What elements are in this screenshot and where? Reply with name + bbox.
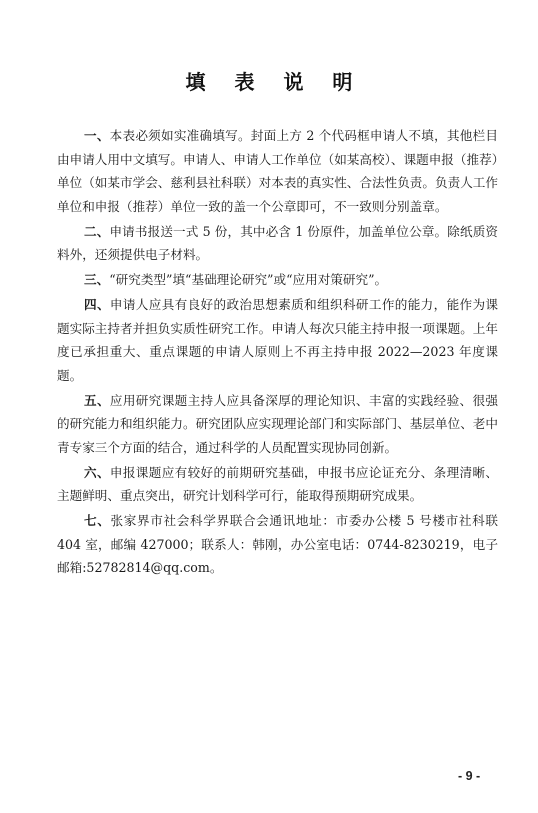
paragraph-text: 应用研究课题主持人应具备深厚的理论知识、丰富的实践经验、很强的研究能力和组织能力。研究团队应实现理论部门和实际部门、基层单位、老中青专家三个方面的结合，通过科学的人员配置实现协同创新。 — [57, 392, 499, 455]
paragraph-number: 六、 — [84, 464, 110, 480]
paragraph-number: 七、 — [84, 513, 111, 528]
page-number: - 9 - — [458, 769, 481, 783]
paragraph-text: 本表必须如实准确填写。封面上方 2 个代码框申请人不填，其他栏目由申请人用中文填写。申请人、申请人工作单位（如某高校）、课题申报（推荐）单位（如某市学会、慈利县社科联）对本表的真实性、合法性负责。负责人工作单位和申报（推荐）单位一致的盖一个公章即可，不一致则分别盖章。 — [57, 128, 498, 214]
instruction-paragraph-7 — [57, 509, 498, 580]
paragraph-number: 二、 — [84, 223, 110, 239]
paragraph-text: 张家界市社会科学界联合会通讯地址：市委办公楼 5 号楼市社科联 404 室，邮编 427000；联系人：韩刚，办公室电话：0744-8230219，电子邮箱:52782814@qq.com。 — [57, 513, 498, 575]
paragraph-number: 三、 — [84, 272, 110, 287]
instruction-paragraph-1 — [57, 124, 498, 218]
instruction-paragraph-6 — [57, 461, 498, 508]
paragraph-text: 申请书报送一式 5 份，其中必含 1 份原件，加盖单位公章。除纸质资料外，还须提供电子材料。 — [57, 223, 499, 262]
paragraph-number: 四、 — [84, 297, 110, 312]
instruction-paragraph-4 — [57, 293, 498, 387]
paragraph-number: 一、 — [84, 128, 110, 143]
paragraph-text: “研究类型”填“基础理论研究”或“应用对策研究”。 — [109, 272, 388, 287]
instruction-paragraph-2 — [57, 220, 498, 267]
instruction-paragraph-3 — [57, 268, 498, 292]
page-title: 填 表 说 明 — [185, 70, 364, 94]
paragraph-text: 申报课题应有较好的前期研究基础，申报书应论证充分、条理清晰、主题鲜明、重点突出，研究计划科学可行，能取得预期研究成果。 — [57, 464, 499, 503]
instructions-body — [57, 124, 498, 581]
paragraph-text: 申请人应具有良好的政治思想素质和组织科研工作的能力，能作为课题实际主持者并担负实质性研究工作。申请人每次只能主持申报一项课题。上年度已承担重大、重点课题的申请人原则上不再主持申报 2022—2023 年度课题。 — [57, 297, 499, 383]
paragraph-number: 五、 — [84, 392, 110, 408]
instruction-paragraph-5 — [57, 389, 498, 460]
